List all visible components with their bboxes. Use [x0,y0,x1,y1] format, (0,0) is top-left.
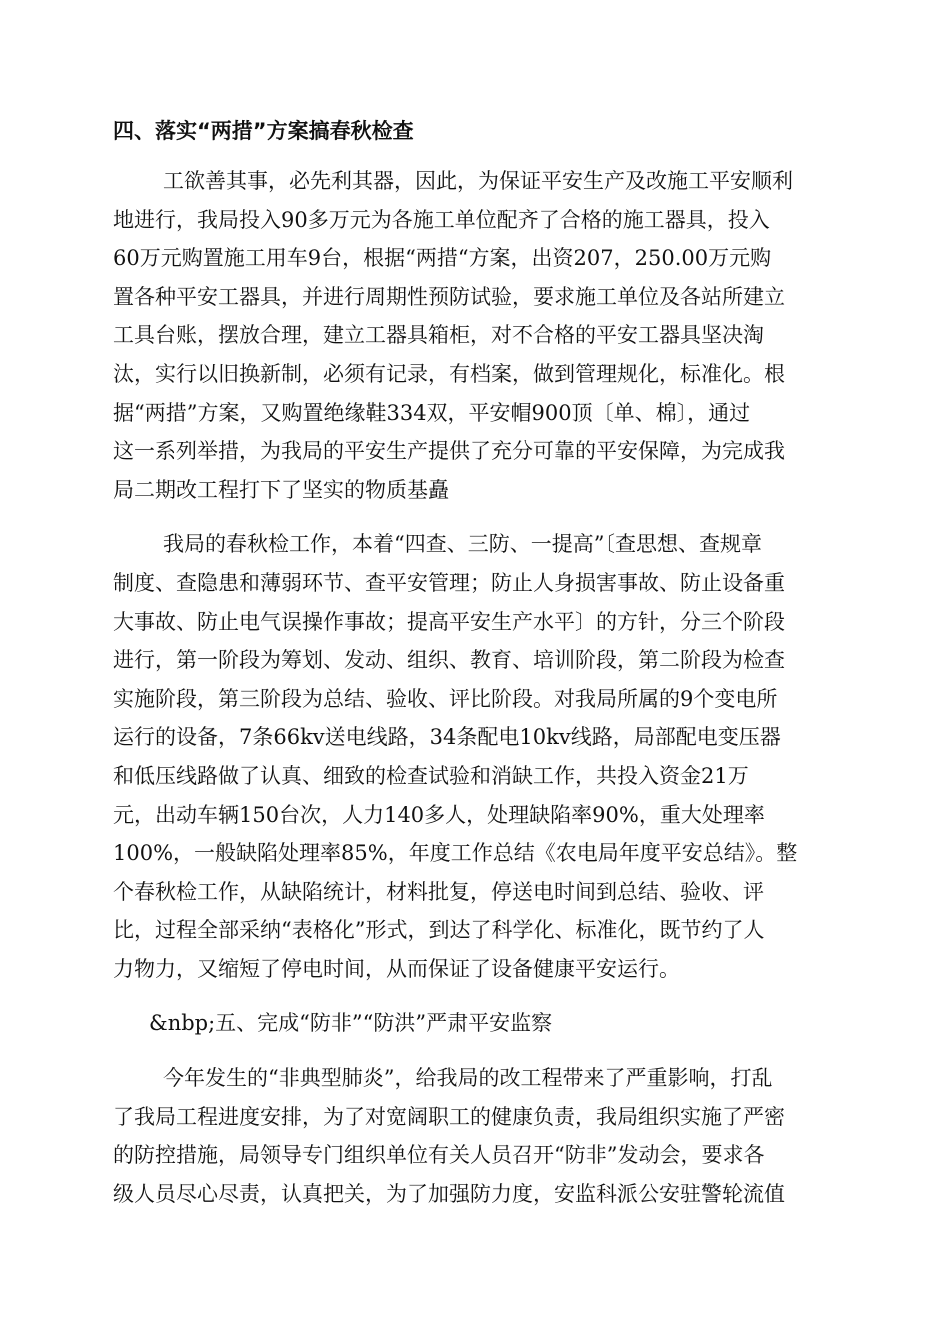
text-line: 力物力，又缩短了停电时间，从而保证了设备健康平安运行。 [113,956,680,981]
text-line: 我局的春秋检工作，本着“四查、三防、一提高”〔查思想、查规章 [163,532,762,557]
text-line: 汰，实行以旧换新制，必须有记录，有档案，做到管理规化，标准化。根 [113,361,785,386]
text-line: 的防控措施，局领导专门组织单位有关人员召开“防非”发动会，要求各 [113,1143,765,1168]
text-line: 制度、查隐患和薄弱环节、查平安管理；防止人身损害事故、防止设备重 [113,570,785,595]
section-4-paragraph-2 [113,525,835,988]
text-line: 进行，第一阶段为筹划、发动、组织、教育、培训阶段，第二阶段为检查 [113,648,785,673]
section-4-heading: 四、落实“两措”方案搞春秋检查 [113,119,414,143]
text-line: 运行的设备，7条66kv送电线路，34条配电10kv线路，局部配电变压器 [113,725,781,750]
text-line: 工具台账，摆放合理，建立工器具箱柜，对不合格的平安工器具坚决淘 [113,323,764,348]
text-line: 个春秋检工作，从缺陷统计，材料批复，停送电时间到总结、验收、评 [113,879,764,904]
document-page [113,112,835,1229]
text-line: 今年发生的“非典型肺炎”，给我局的改工程带来了严重影响，打乱 [163,1066,773,1091]
text-line: 级人员尽心尽责，认真把关，为了加强防力度，安监科派公安驻警轮流值 [113,1181,785,1206]
text-line: 100%，一般缺陷处理率85%，年度工作总结《农电局年度平安总结》。整 [113,841,798,866]
text-line: 元，出动车辆150台次，人力140多人，处理缺陷率90%，重大处理率 [113,802,765,827]
text-line: 60万元购置施工用车9台，根据“两措“方案，出资207，250.00万元购 [113,246,772,271]
text-line: 比，过程全部采纳“表格化”形式，到达了科学化、标准化，既节约了人 [113,918,765,943]
section-5-heading: &nbp;五、完成“防非”“防洪”严肃平安监察 [149,1011,553,1036]
text-line: 工欲善其事，必先利其器，因此，为保证平安生产及改施工平安顺利 [163,169,793,193]
text-line: 局二期改工程打下了坚实的物质基矗 [113,477,449,502]
section-5-paragraph-1 [113,1059,835,1213]
text-line: 这一系列举措，为我局的平安生产提供了充分可靠的平安保障，为完成我 [113,439,785,464]
text-line: 据“两措”方案，又购置绝缘鞋334双，平安帽900顶〔单、棉〕，通过 [113,400,751,425]
text-line: 和低压线路做了认真、细致的检查试验和消缺工作，共投入资金21万 [113,763,749,788]
text-line: 地进行，我局投入90多万元为各施工单位配齐了合格的施工器具，投入 [113,207,770,232]
section-4-paragraph-1 [113,162,835,509]
text-line: 实施阶段，第三阶段为总结、验收、评比阶段。对我局所属的9个变电所 [113,686,778,711]
text-line: 大事故、防止电气误操作事故；提高平安生产水平〕的方针，分三个阶段 [113,609,785,634]
text-line: 了我局工程进度安排，为了对宽阔职工的健康负责，我局组织实施了严密 [113,1104,785,1129]
text-line: 置各种平安工器具，并进行周期性预防试验，要求施工单位及各站所建立 [113,284,785,309]
